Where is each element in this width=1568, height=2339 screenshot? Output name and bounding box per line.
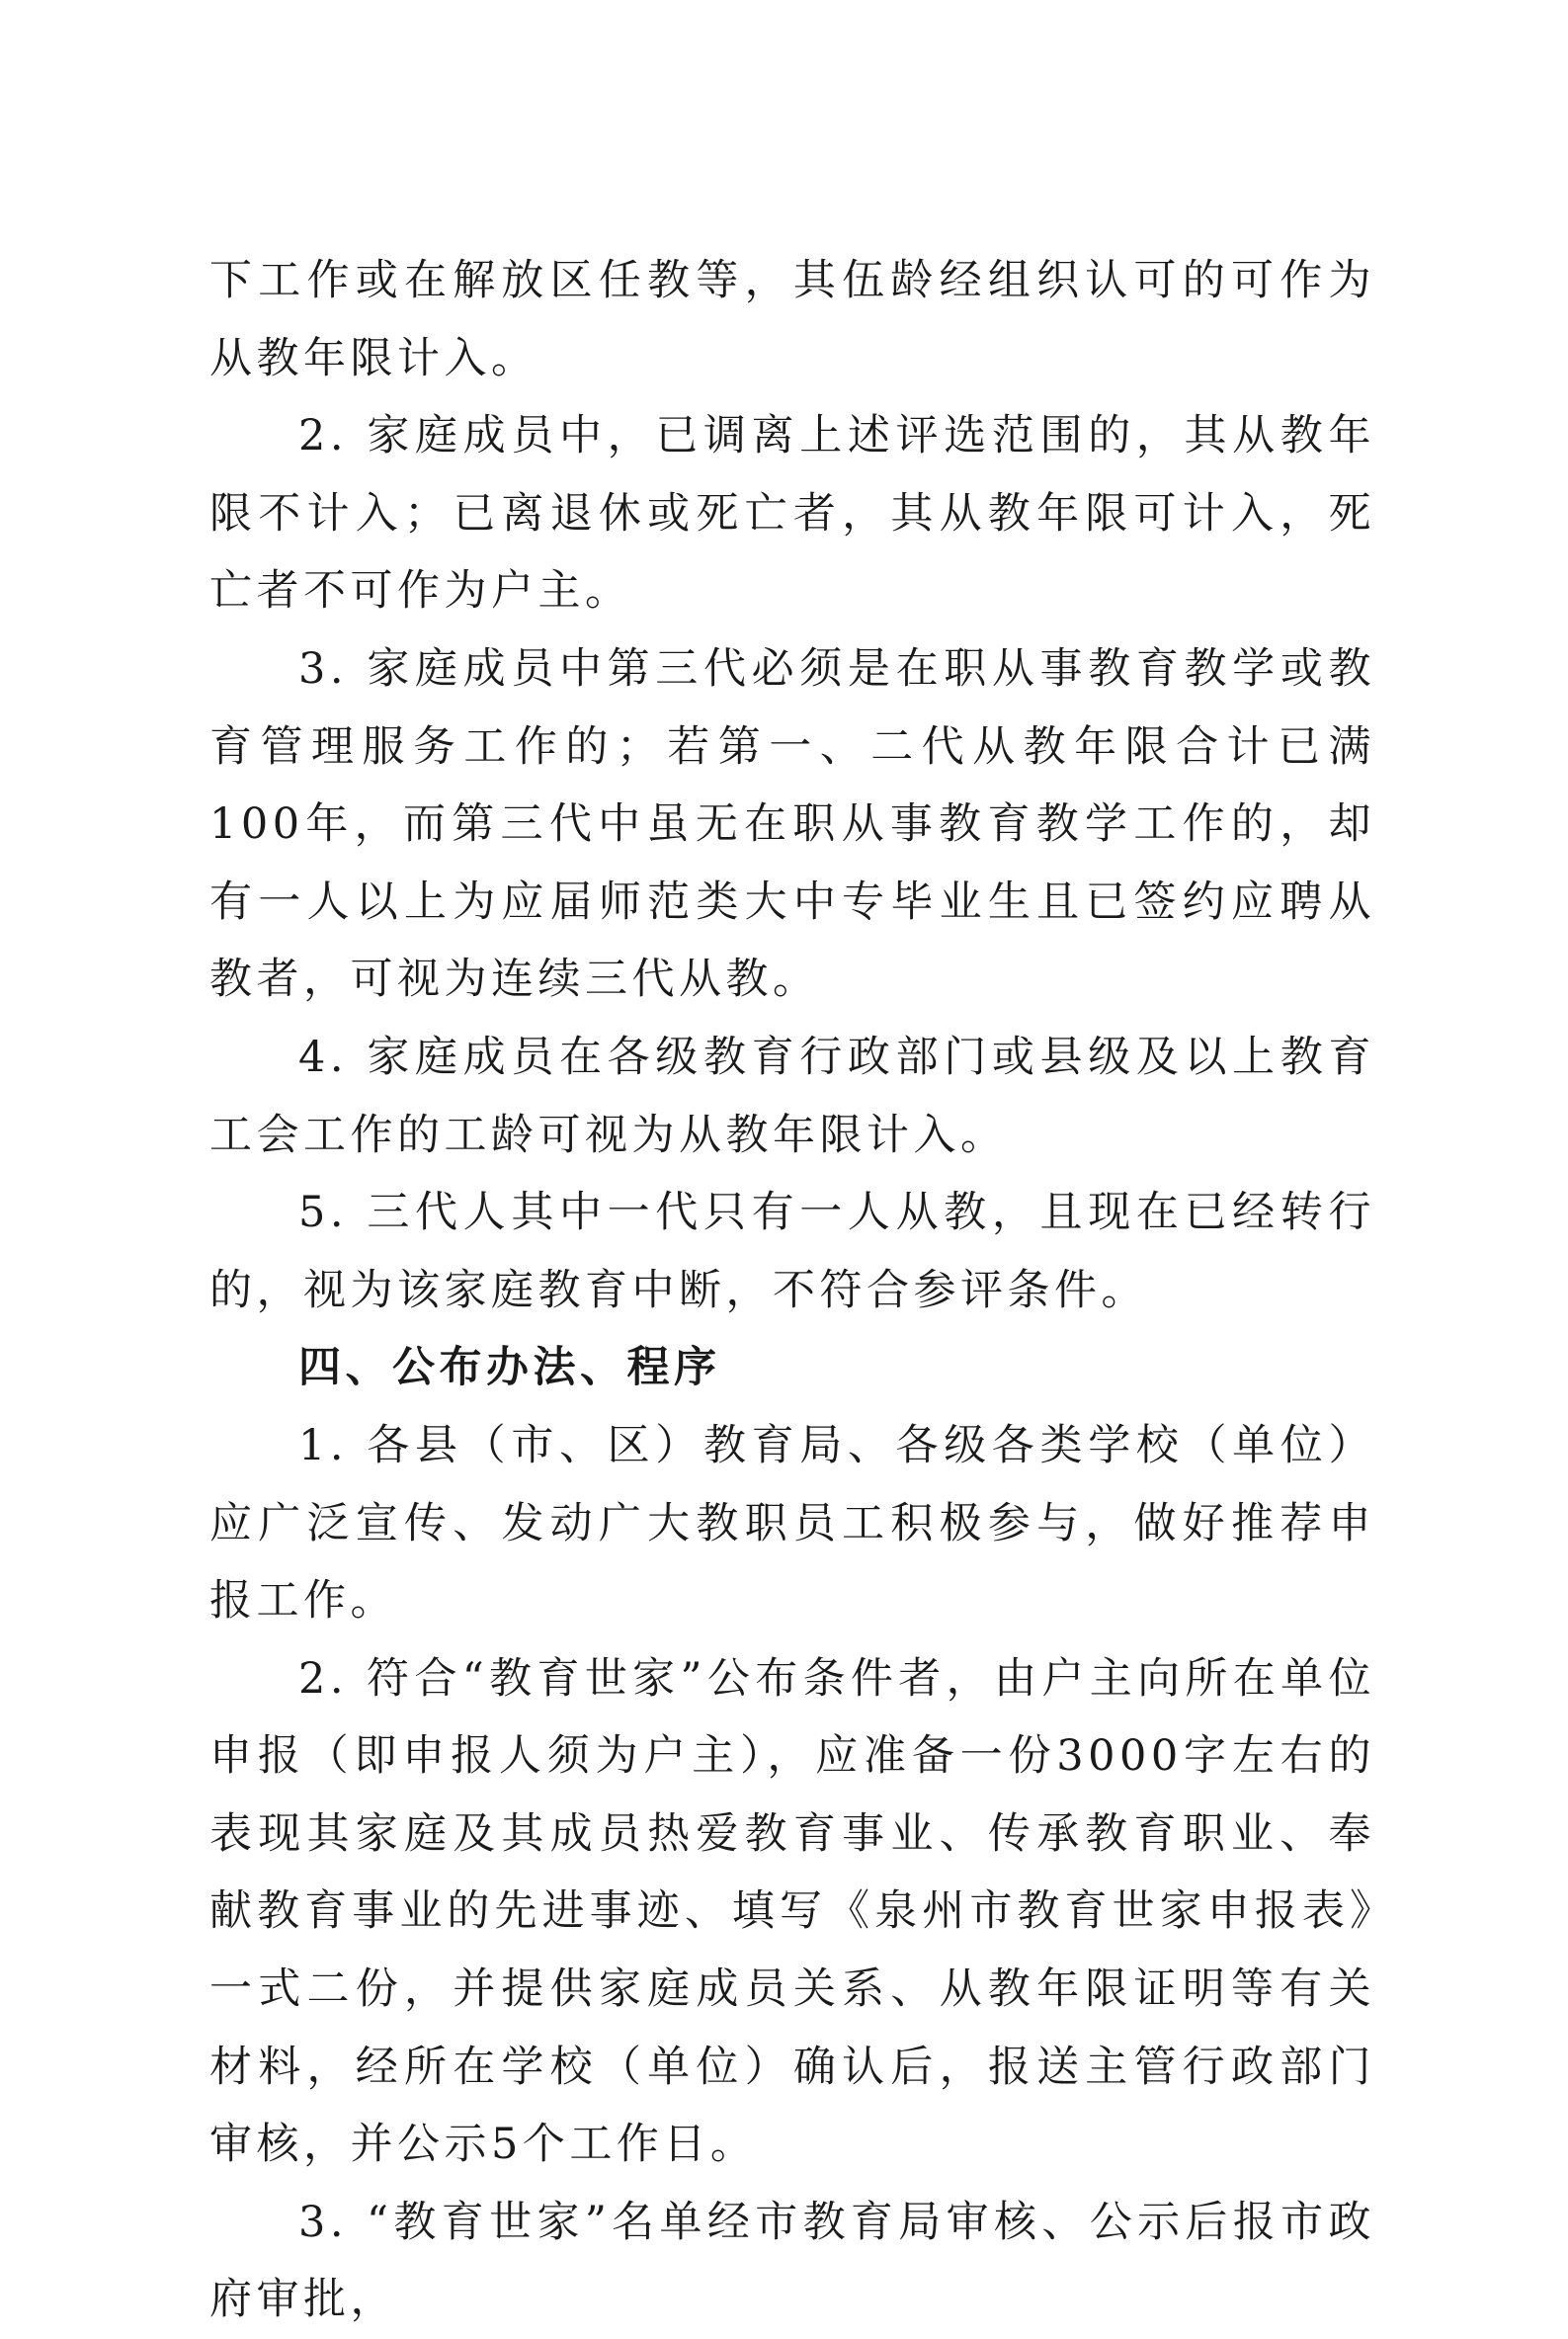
paragraph-procedure-1: 1. 各县（市、区）教育局、各级各类学校（单位）应广泛宣传、发动广大教职员工积极参与，做好推荐申报工作。 <box>209 1420 1375 1627</box>
paragraph-item-4: 4. 家庭成员在各级教育行政部门或县级及以上教育工会工作的工龄可视为从教年限计入。 <box>209 1032 1375 1160</box>
paragraph-procedure-2: 2. 符合“教育世家”公布条件者，由户主向所在单位申报（即申报人须为户主），应准备一份3000字左右的表现其家庭及其成员热爱教育事业、传承教育职业、奉献教育事业的先进事迹、填写《泉州市教育世家申报表》一式二份，并提供家庭成员关系、从教年限证明等有关材料，经所在学校（单位）确认后，报送主管行政部门审核，并公示5个工作日。 <box>209 1653 1375 2170</box>
document-body <box>209 242 1375 2339</box>
section-heading-4: 四、公布办法、程序 <box>298 1343 721 1393</box>
paragraph-item-3: 3. 家庭成员中第三代必须是在职从事教育教学或教育管理服务工作的；若第一、二代从教年限合计已满100年，而第三代中虽无在职从事教育教学工作的，却有一人以上为应届师范类大中专毕业生且已签约应聘从教者，可视为连续三代从教。 <box>209 643 1375 1005</box>
paragraph-item-5: 5. 三代人其中一代只有一人从教，且现在已经转行的，视为该家庭教育中断，不符合参评条件。 <box>209 1188 1375 1315</box>
paragraph-item-2: 2. 家庭成员中，已调离上述评选范围的，其从教年限不计入；已离退休或死亡者，其从教年限可计入，死亡者不可作为户主。 <box>209 411 1375 617</box>
paragraph-procedure-3: 3. “教育世家”名单经市教育局审核、公示后报市政府审批， <box>209 2197 1375 2325</box>
paragraph-continuation: 下工作或在解放区任教等，其伍龄经组织认可的可作为从教年限计入。 <box>209 256 1375 383</box>
